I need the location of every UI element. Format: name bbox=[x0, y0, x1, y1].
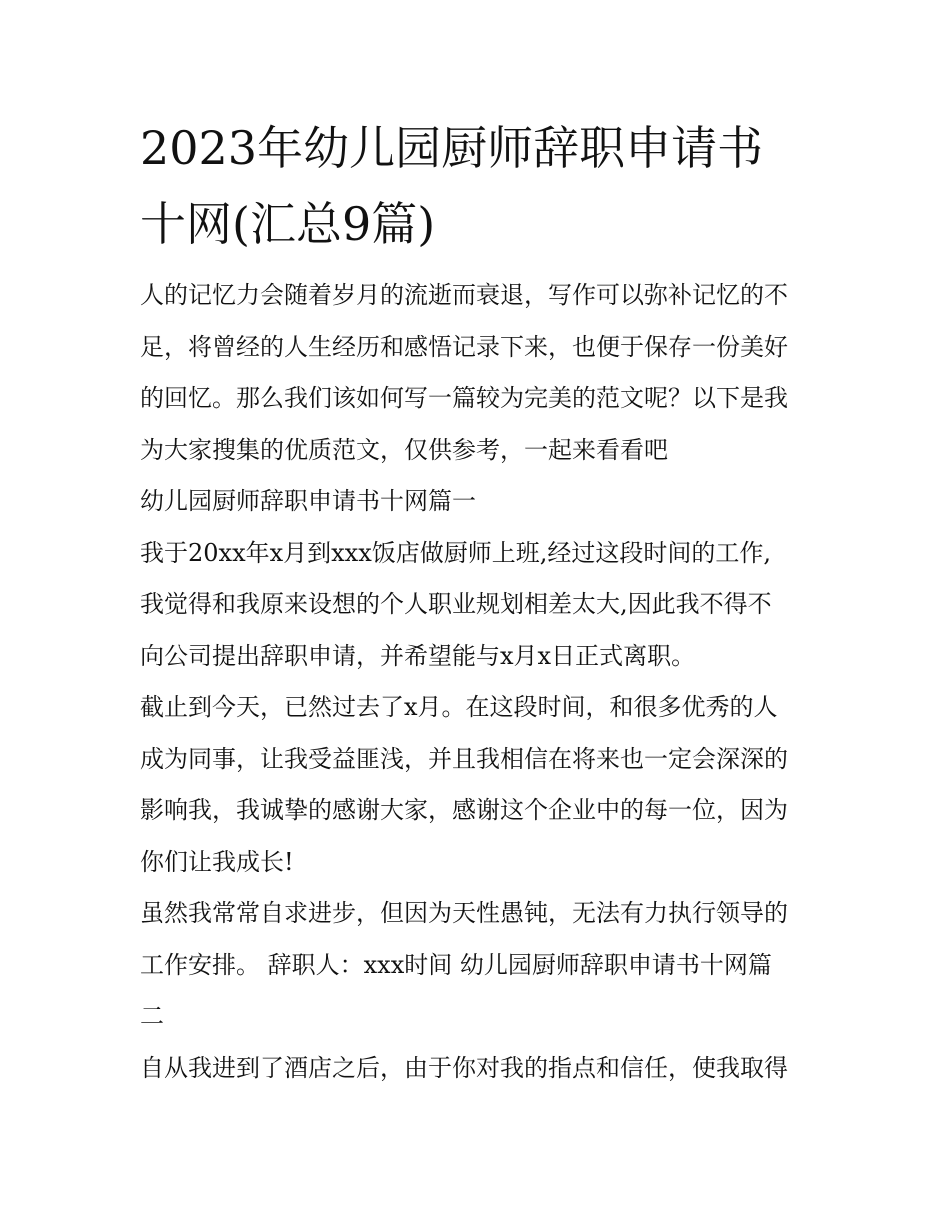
text-line: 的回忆。那么我们该如何写一篇较为完美的范文呢？以下是我 bbox=[140, 384, 788, 412]
text-line: 为大家搜集的优质范文，仅供参考，一起来看看吧 bbox=[140, 435, 668, 464]
body-paragraph bbox=[140, 888, 820, 1043]
text-line: 我觉得和我原来设想的个人职业规划相差太大,因此我不得不 bbox=[140, 590, 772, 618]
text-line: 成为同事，让我受益匪浅，并且我相信在将来也一定会深深的 bbox=[140, 744, 788, 773]
text-line: 二 bbox=[140, 1002, 164, 1030]
text-line: 足，将曾经的人生经历和感悟记录下来，也便于保存一份美好 bbox=[140, 332, 788, 361]
document-page bbox=[140, 110, 820, 1094]
section-heading bbox=[140, 476, 820, 528]
text-line: 工作安排。 辞职人：xxx时间 幼儿园厨师辞职申请书十网篇 bbox=[140, 950, 772, 979]
body-paragraph bbox=[140, 1043, 820, 1095]
text-line: 我于20xx年x月到xxx饭店做厨师上班,经过这段时间的工作, bbox=[140, 538, 772, 567]
body-paragraph bbox=[140, 528, 820, 683]
document-title bbox=[140, 110, 820, 262]
text-line: 影响我，我诚挚的感谢大家，感谢这个企业中的每一位，因为 bbox=[140, 796, 788, 824]
text-line: 虽然我常常自求进步，但因为天性愚钝，无法有力执行领导的 bbox=[140, 899, 788, 927]
intro-paragraph bbox=[140, 270, 820, 476]
text-line: 自从我进到了酒店之后，由于你对我的指点和信任，使我取得 bbox=[140, 1053, 788, 1082]
text-line: 向公司提出辞职申请，并希望能与x月x日正式离职。 bbox=[140, 641, 696, 670]
text-line: 你们让我成长! bbox=[140, 847, 294, 876]
title-line: 2023年幼儿园厨师辞职申请书 bbox=[140, 121, 764, 175]
title-line: 十网(汇总9篇) bbox=[140, 197, 436, 251]
text-line: 截止到今天，已然过去了x月。在这段时间，和很多优秀的人 bbox=[140, 693, 778, 721]
text-line: 幼儿园厨师辞职申请书十网篇一 bbox=[140, 487, 476, 515]
text-line: 人的记忆力会随着岁月的流逝而衰退，写作可以弥补记忆的不 bbox=[140, 281, 788, 309]
body-paragraph bbox=[140, 682, 820, 888]
